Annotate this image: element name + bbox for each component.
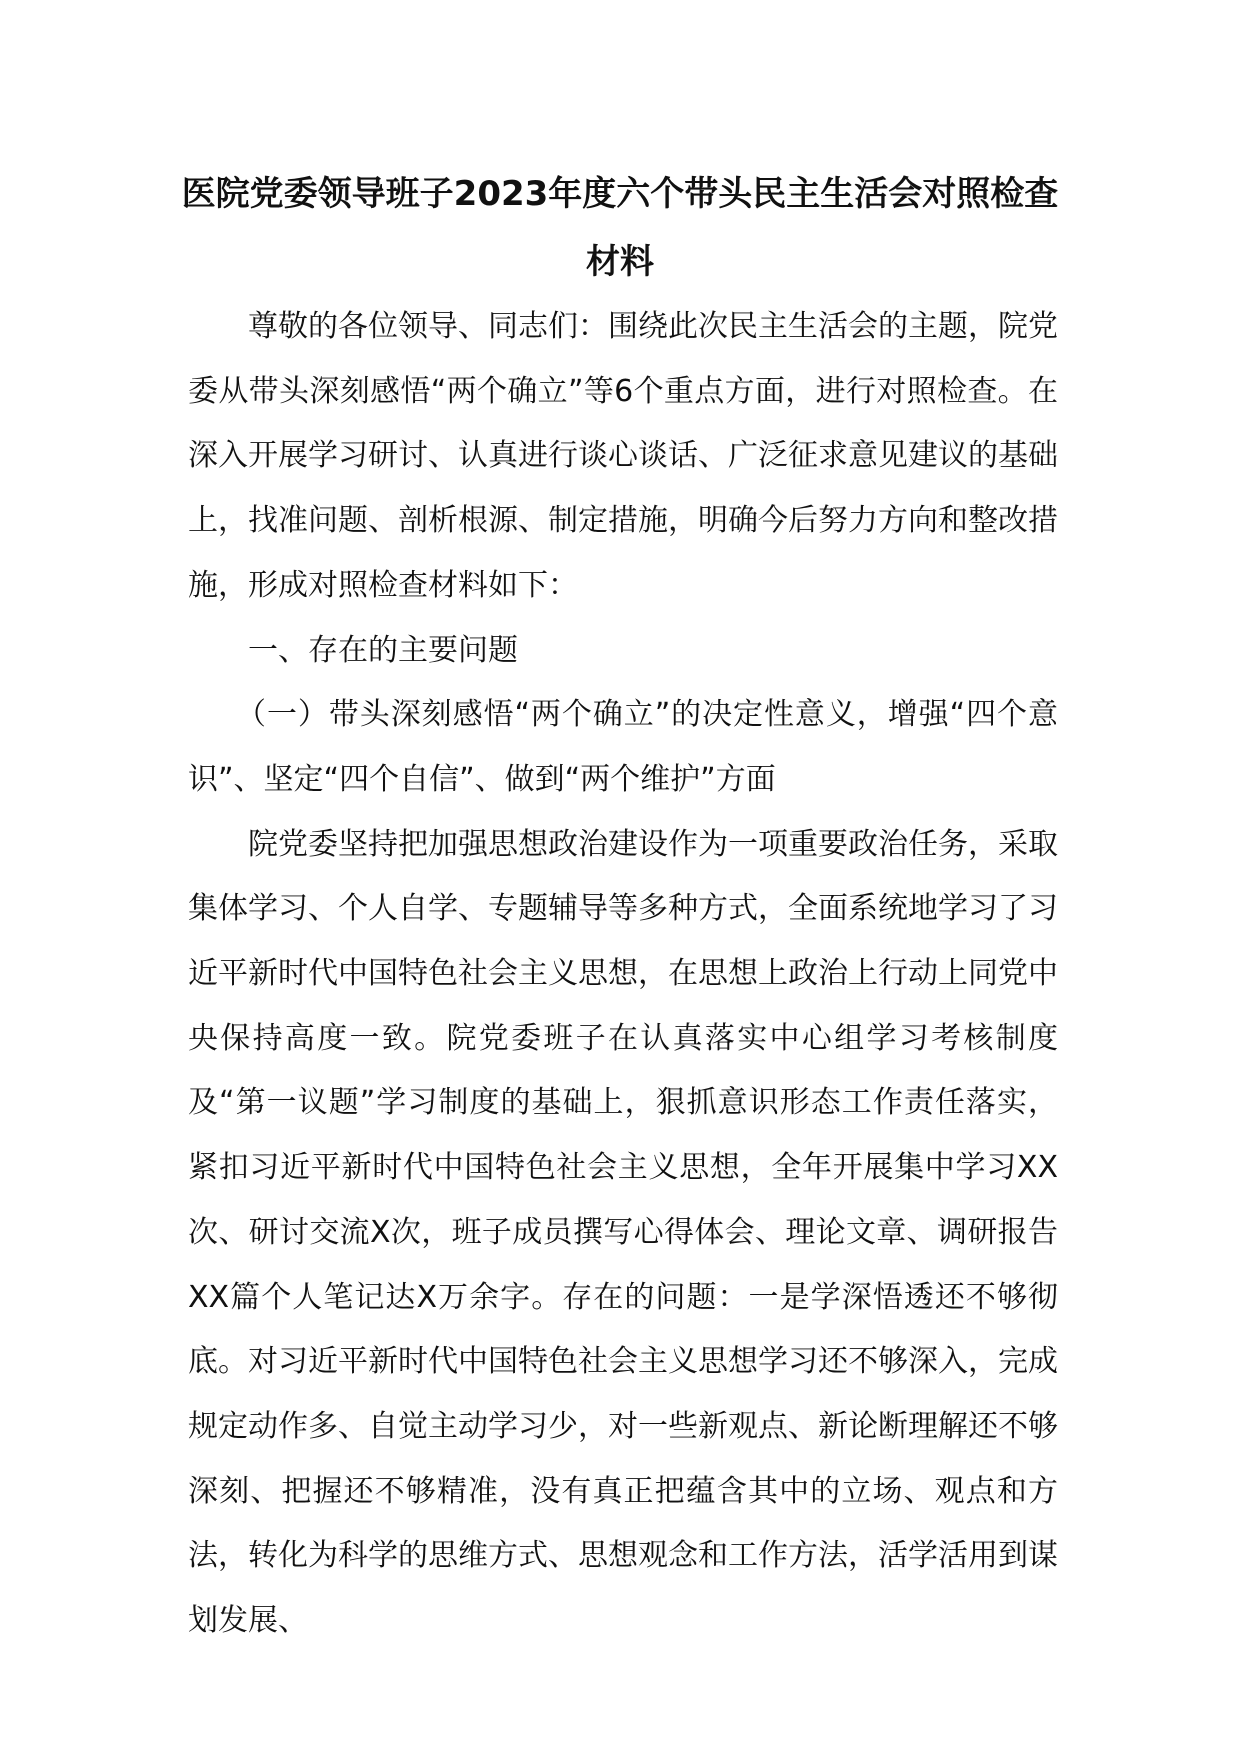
subsection-heading: （一）带头深刻感悟“两个确立”的决定性意义，增强“四个意识”、坚定“四个自信”、做到“两个维护”方面 (188, 697, 1058, 797)
document-body (188, 295, 1058, 1654)
section-heading: 一、存在的主要问题 (248, 632, 518, 668)
opening-paragraph: 尊敬的各位领导、同志们：围绕此次民主生活会的主题，院党委从带头深刻感悟“两个确立”等6个重点方面，进行对照检查。在深入开展学习研讨、认真进行谈心谈话、广泛征求意见建议的基础上，找准问题、剖析根源、制定措施，明确今后努力方向和整改措施，形成对照检查材料如下： (188, 309, 1058, 603)
body-paragraph: 院党委坚持把加强思想政治建设作为一项重要政治任务，采取集体学习、个人自学、专题辅导等多种方式，全面系统地学习了习近平新时代中国特色社会主义思想，在思想上政治上行动上同党中央保持高度一致。院党委班子在认真落实中心组学习考核制度及“第一议题”学习制度的基础上，狠抓意识形态工作责任落实，紧扣习近平新时代中国特色社会主义思想，全年开展集中学习XX次、研讨交流X次，班子成员撰写心得体会、理论文章、调研报告XX篇个人笔记达X万余字。存在的问题：一是学深悟透还不够彻底。对习近平新时代中国特色社会主义思想学习还不够深入，完成规定动作多、自觉主动学习少，对一些新观点、新论断理解还不够深刻、把握还不够精准，没有真正把蕴含其中的立场、观点和方法，转化为科学的思维方式、思想观念和工作方法，活学活用到谋划发展、 (188, 826, 1058, 1639)
document-title: 医院党委领导班子2023年度六个带头民主生活会对照检查材料 (181, 174, 1059, 282)
